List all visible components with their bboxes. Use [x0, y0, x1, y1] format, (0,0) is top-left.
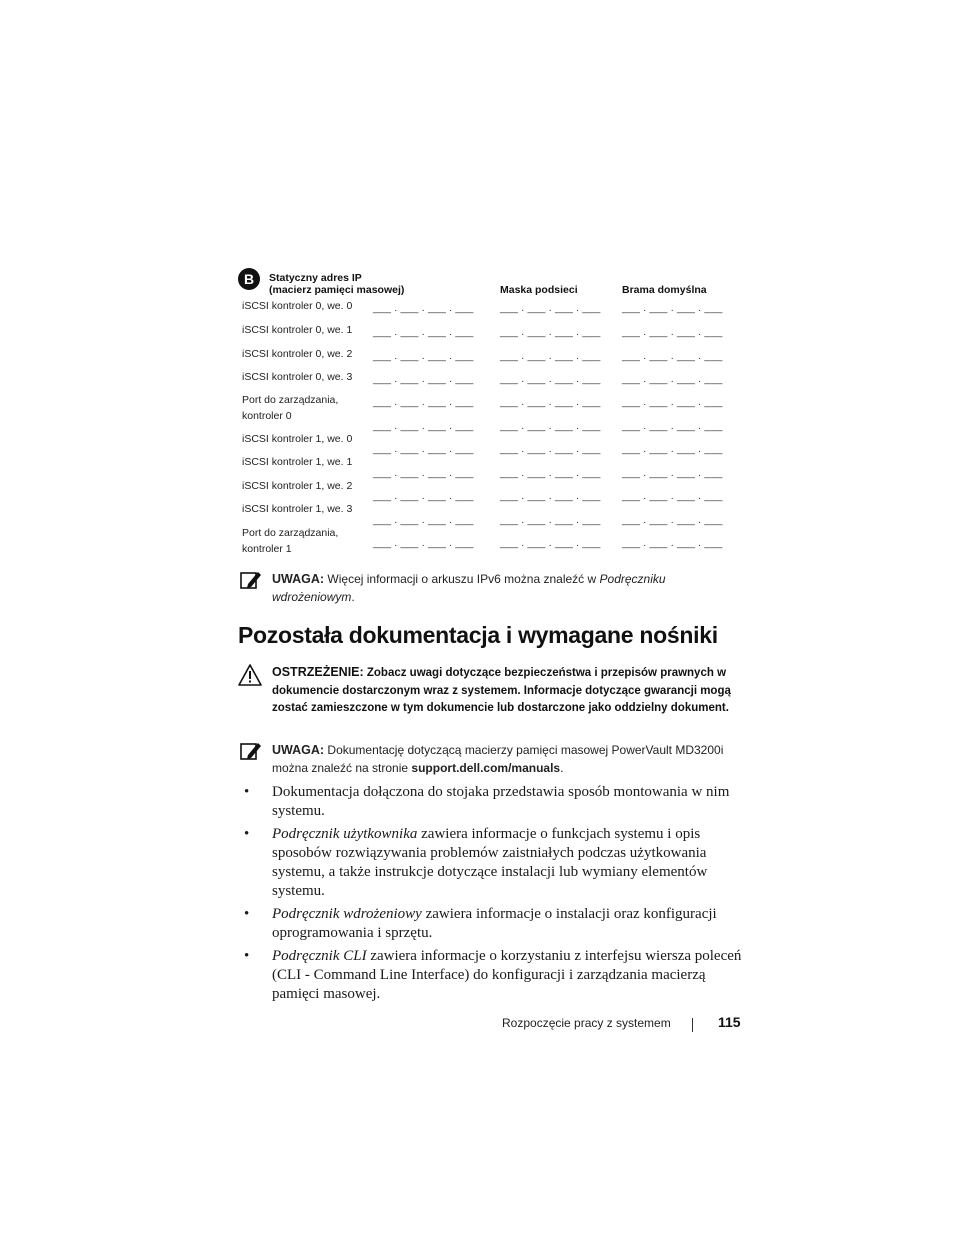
list-item	[244, 947, 744, 1004]
table-row-label	[242, 298, 352, 314]
header-subnet-mask: Maska podsieci	[500, 284, 578, 296]
bullet-marker: •	[244, 784, 250, 800]
list-item-text: Dokumentacja dołączona do stojaka przedstawia sposób montowania w nim systemu.	[272, 784, 730, 819]
documentation-list	[244, 783, 744, 1008]
note-body: Dokumentację dotyczącą macierzy pamięci masowej PowerVault MD3200i można znaleźć na stronie	[272, 743, 724, 775]
note-end: .	[560, 761, 564, 775]
note-label: UWAGA:	[272, 572, 325, 586]
bullet-marker: •	[244, 948, 250, 964]
subnet-mask-blank-field[interactable]: ___ . ___ . ___ . ___	[500, 537, 601, 549]
row-label-line2: kontroler 1	[242, 543, 292, 555]
note-reference: Podręczniku wdrożeniowym	[272, 572, 666, 604]
note-label: UWAGA:	[272, 743, 325, 757]
note-icon	[240, 570, 262, 590]
static-ip-blank-field[interactable]: ___ . ___ . ___ . ___	[373, 302, 474, 314]
list-item-text: zawiera informacje o funkcjach systemu i opis sposobów rozwiązywania problemów zaistniałych podczas użytkowania systemu, a także instrukcje dotyczące instalacji lub wymiany elementów systemu.	[272, 826, 708, 899]
gateway-blank-field[interactable]: ___ . ___ . ___ . ___	[622, 350, 723, 362]
table-row-label	[242, 525, 338, 557]
table-row-label	[242, 369, 352, 385]
header-static-ip-line1: Statyczny adres IP	[269, 272, 362, 284]
support-link[interactable]: support.dell.com/manuals	[411, 761, 561, 775]
warning-block	[272, 664, 742, 718]
table-row-label	[242, 454, 352, 470]
gateway-blank-field[interactable]: ___ . ___ . ___ . ___	[622, 373, 723, 385]
gateway-blank-field[interactable]: ___ . ___ . ___ . ___	[622, 326, 723, 338]
gateway-blank-field[interactable]: ___ . ___ . ___ . ___	[622, 396, 723, 408]
header-static-ip-line2: (macierz pamięci masowej)	[269, 284, 405, 296]
table-row-label	[242, 322, 352, 338]
subnet-mask-blank-field[interactable]: ___ . ___ . ___ . ___	[500, 396, 601, 408]
static-ip-blank-field[interactable]: ___ . ___ . ___ . ___	[373, 490, 474, 502]
static-ip-blank-field[interactable]: ___ . ___ . ___ . ___	[373, 396, 474, 408]
document-title: Podręcznik CLI	[272, 948, 367, 964]
warning-body: Zobacz uwagi dotyczące bezpieczeństwa i przepisów prawnych w dokumencie dostarczonym wraz z systemem. Informacje dotyczące gwarancji mogą zostać zamieszczone w tym dokumencie lub dostarczone jako oddzielny dokument.	[272, 667, 731, 714]
list-item	[244, 825, 744, 901]
footer-divider	[692, 1018, 693, 1032]
row-label-line1: Port do zarządzania,	[242, 527, 339, 539]
gateway-blank-field[interactable]: ___ . ___ . ___ . ___	[622, 302, 723, 314]
subnet-mask-blank-field[interactable]: ___ . ___ . ___ . ___	[500, 490, 601, 502]
list-item-text: zawiera informacje o korzystaniu z interfejsu wiersza poleceń (CLI - Command Line Interface) do konfiguracji i zarządzania macierzą pamięci masowej.	[272, 948, 742, 1002]
note-documentation	[272, 741, 742, 777]
static-ip-blank-field[interactable]: ___ . ___ . ___ . ___	[373, 420, 474, 432]
row-label-line1: iSCSI kontroler 1, we. 0	[242, 433, 353, 445]
table-row-label	[242, 392, 338, 424]
list-item	[244, 905, 744, 943]
gateway-blank-field[interactable]: ___ . ___ . ___ . ___	[622, 467, 723, 479]
row-label-line1: iSCSI kontroler 0, we. 0	[242, 300, 353, 312]
static-ip-blank-field[interactable]: ___ . ___ . ___ . ___	[373, 373, 474, 385]
row-label-line1: iSCSI kontroler 1, we. 2	[242, 480, 353, 492]
row-label-line2: kontroler 0	[242, 410, 292, 422]
document-title: Podręcznik użytkownika	[272, 826, 418, 842]
note-end: .	[351, 590, 355, 604]
static-ip-blank-field[interactable]: ___ . ___ . ___ . ___	[373, 443, 474, 455]
table-row-label	[242, 478, 352, 494]
note-body: Więcej informacji o arkuszu IPv6 można znaleźć w	[324, 572, 600, 586]
row-label-line1: iSCSI kontroler 0, we. 1	[242, 324, 353, 336]
static-ip-blank-field[interactable]: ___ . ___ . ___ . ___	[373, 514, 474, 526]
list-item	[244, 783, 744, 821]
row-label-line1: iSCSI kontroler 0, we. 2	[242, 348, 353, 360]
table-row-label	[242, 346, 352, 362]
static-ip-blank-field[interactable]: ___ . ___ . ___ . ___	[373, 326, 474, 338]
warning-icon	[238, 664, 262, 686]
section-badge: B	[238, 268, 260, 290]
gateway-blank-field[interactable]: ___ . ___ . ___ . ___	[622, 420, 723, 432]
gateway-blank-field[interactable]: ___ . ___ . ___ . ___	[622, 514, 723, 526]
bullet-marker: •	[244, 826, 250, 842]
subnet-mask-blank-field[interactable]: ___ . ___ . ___ . ___	[500, 467, 601, 479]
warning-label: OSTRZEŻENIE:	[272, 665, 364, 679]
row-label-line1: iSCSI kontroler 0, we. 3	[242, 371, 353, 383]
gateway-blank-field[interactable]: ___ . ___ . ___ . ___	[622, 537, 723, 549]
subnet-mask-blank-field[interactable]: ___ . ___ . ___ . ___	[500, 373, 601, 385]
static-ip-blank-field[interactable]: ___ . ___ . ___ . ___	[373, 537, 474, 549]
footer-section-title: Rozpoczęcie pracy z systemem	[502, 1016, 671, 1030]
row-label-line1: iSCSI kontroler 1, we. 1	[242, 456, 353, 468]
gateway-blank-field[interactable]: ___ . ___ . ___ . ___	[622, 443, 723, 455]
row-label-line1: iSCSI kontroler 1, we. 3	[242, 503, 353, 515]
bullet-marker: •	[244, 906, 250, 922]
header-gateway: Brama domyślna	[622, 284, 707, 296]
list-item-text: zawiera informacje o instalacji oraz konfiguracji oprogramowania i sprzętu.	[272, 906, 717, 941]
static-ip-blank-field[interactable]: ___ . ___ . ___ . ___	[373, 467, 474, 479]
document-title: Podręcznik wdrożeniowy	[272, 906, 422, 922]
page-title: Pozostała dokumentacja i wymagane nośniki	[238, 622, 718, 648]
note-ipv6	[272, 570, 742, 606]
page-number: 115	[718, 1014, 741, 1030]
table-row-label	[242, 501, 352, 517]
subnet-mask-blank-field[interactable]: ___ . ___ . ___ . ___	[500, 420, 601, 432]
header-static-ip	[269, 272, 404, 296]
subnet-mask-blank-field[interactable]: ___ . ___ . ___ . ___	[500, 443, 601, 455]
subnet-mask-blank-field[interactable]: ___ . ___ . ___ . ___	[500, 350, 601, 362]
subnet-mask-blank-field[interactable]: ___ . ___ . ___ . ___	[500, 302, 601, 314]
subnet-mask-blank-field[interactable]: ___ . ___ . ___ . ___	[500, 326, 601, 338]
gateway-blank-field[interactable]: ___ . ___ . ___ . ___	[622, 490, 723, 502]
row-label-line1: Port do zarządzania,	[242, 394, 339, 406]
static-ip-blank-field[interactable]: ___ . ___ . ___ . ___	[373, 350, 474, 362]
table-row-label	[242, 431, 352, 447]
note-icon	[240, 741, 262, 761]
subnet-mask-blank-field[interactable]: ___ . ___ . ___ . ___	[500, 514, 601, 526]
